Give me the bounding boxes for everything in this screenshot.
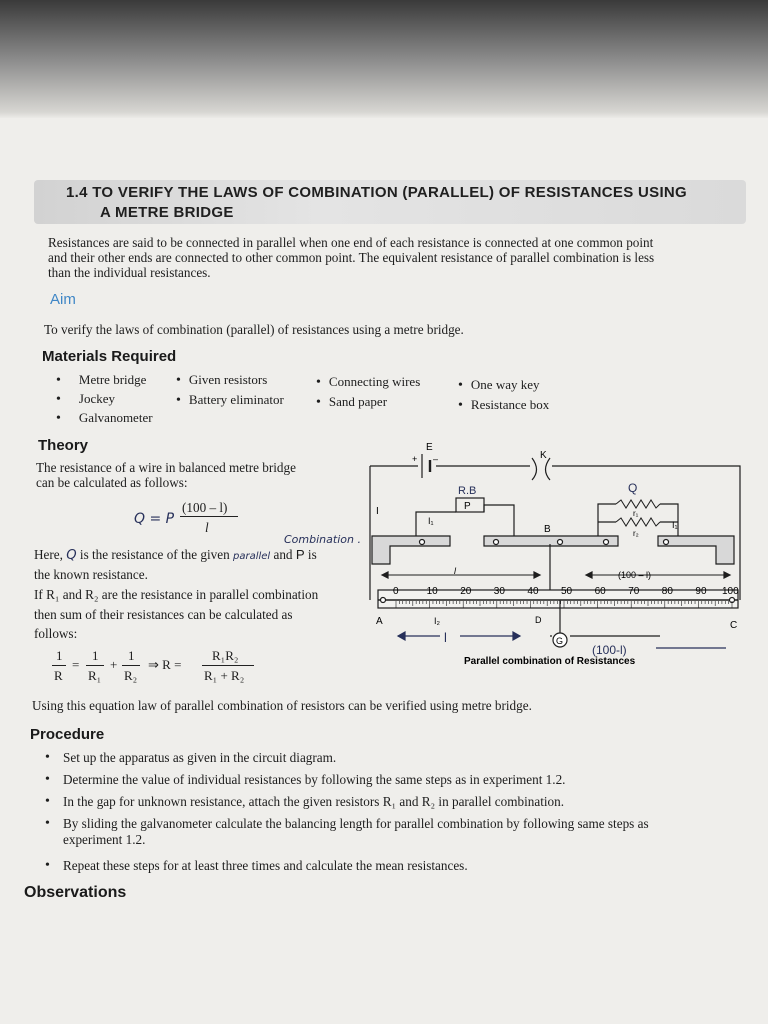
scale-label: 60 xyxy=(594,586,606,597)
theory-line1: The resistance of a wire in balanced metre bridge xyxy=(36,460,296,475)
label-D: D xyxy=(535,615,542,625)
label-I: I xyxy=(376,506,379,517)
procedure-step xyxy=(46,772,565,787)
procedure-step xyxy=(46,794,564,809)
eq-one: 1 xyxy=(92,648,99,663)
materials-heading: Materials Required xyxy=(42,348,177,365)
hand-l: l xyxy=(444,630,447,645)
label-B: B xyxy=(544,524,551,535)
procedure-step-continuation: experiment 1.2. xyxy=(63,832,146,847)
label-r2: r₂ xyxy=(633,529,639,538)
scale-label: 20 xyxy=(460,586,472,597)
procedure-step-text: • Set up the apparatus as given in the circuit diagram. xyxy=(63,750,337,765)
eq-arrow: ⇒ R = xyxy=(148,657,182,672)
here-q: Q xyxy=(66,548,77,563)
eq-numerator: R₁R₂ xyxy=(212,648,239,663)
material-item: • One way key xyxy=(458,377,540,394)
scale-label: 40 xyxy=(527,586,539,597)
eq-R1: R₁ xyxy=(88,668,102,683)
here-handwritten-parallel: parallel xyxy=(232,551,271,562)
follows-line: follows: xyxy=(34,626,78,641)
formula-lhs: Q = P xyxy=(134,511,175,527)
procedure-step-text: • By sliding the galvanometer calculate the balancing length for parallel combination by following same steps as xyxy=(63,816,649,831)
procedure-step-text: • In the gap for unknown resistance, attach the given resistors R₁ and R₂ in parallel combination. xyxy=(63,794,565,809)
eq-one: 1 xyxy=(56,648,63,663)
here-line xyxy=(34,547,317,565)
known-line: the known resistance. xyxy=(34,567,148,582)
material-item: • Given resistors xyxy=(176,372,267,389)
label-I2: I₂ xyxy=(434,616,440,626)
formula-fraction-bar xyxy=(180,516,238,517)
label-r1: r₁ xyxy=(633,509,639,518)
label-E: E xyxy=(426,442,433,453)
label-rb: R.B xyxy=(458,485,477,497)
intro-line2: and their other ends are connected to other common point. The equivalent resistance of parallel combination is less xyxy=(48,250,655,265)
here-text-d: is xyxy=(307,547,317,562)
label-A: A xyxy=(376,616,383,627)
aim-heading: Aim xyxy=(50,291,76,308)
label-I1-right: I₁ xyxy=(672,520,678,530)
procedure-step xyxy=(46,750,336,765)
resistor-r1 xyxy=(616,500,660,508)
top-shadow xyxy=(0,0,768,118)
theory-heading: Theory xyxy=(38,437,89,454)
eq-R: R xyxy=(54,668,63,683)
using-line: Using this equation law of parallel combination of resistors can be verified using metre bridge. xyxy=(32,698,532,713)
scale-label: 50 xyxy=(561,586,573,597)
scale-label: 0 xyxy=(393,586,399,597)
eq-denominator: R₁ + R₂ xyxy=(204,668,245,683)
key-symbol xyxy=(532,458,550,480)
procedure-step-text: • Repeat these steps for at least three times and calculate the mean resistances. xyxy=(63,858,468,873)
observations-heading: Observations xyxy=(24,884,127,901)
here-text-a: Here, xyxy=(34,547,63,562)
procedure-step xyxy=(46,858,468,873)
procedure-heading: Procedure xyxy=(30,726,105,743)
eq-equals: = xyxy=(72,657,80,672)
parallel-equation xyxy=(50,648,270,692)
material-item: • Galvanometer xyxy=(56,410,153,427)
section-title-line2: A METRE BRIDGE xyxy=(100,204,234,221)
if-line: If R₁ and R₂ are the resistance in parallel combination xyxy=(34,587,319,602)
material-item: • Resistance box xyxy=(458,397,549,414)
material-item: • Connecting wires xyxy=(316,374,420,391)
section-title-line1: 1.4 TO VERIFY THE LAWS OF COMBINATION (PARALLEL) OF RESISTANCES USING xyxy=(66,184,688,201)
theory-line2: can be calculated as follows: xyxy=(36,475,188,490)
label-minus: – xyxy=(433,454,439,464)
here-p: P xyxy=(295,547,305,562)
scale-label: 100 xyxy=(722,586,739,597)
label-100-minus-l: (100 – l) xyxy=(618,570,652,580)
label-K: K xyxy=(540,450,547,461)
label-l: l xyxy=(454,566,456,576)
procedure-step xyxy=(46,816,649,831)
resistor-r2 xyxy=(616,518,660,526)
scale-label: 10 xyxy=(426,586,438,597)
aim-text: To verify the laws of combination (parallel) of resistances using a metre bridge. xyxy=(44,322,464,337)
eq-bar xyxy=(86,665,104,666)
section-title xyxy=(66,183,687,223)
material-item: • Sand paper xyxy=(316,394,387,411)
label-plus: + xyxy=(412,454,418,464)
intro-line3: than the individual resistances. xyxy=(48,265,211,280)
scale-label: 30 xyxy=(493,586,505,597)
scale-label: 80 xyxy=(661,586,673,597)
label-Q: Q xyxy=(628,481,638,495)
battery-wire xyxy=(370,466,740,600)
material-item: • Metre bridge xyxy=(56,372,146,389)
eq-bar xyxy=(202,665,254,666)
label-G: G xyxy=(556,636,564,646)
scale-label: 70 xyxy=(628,586,640,597)
diagram-caption: Parallel combination of Resistances xyxy=(464,656,636,667)
here-text-c: and xyxy=(273,547,293,562)
eq-plus: + xyxy=(110,657,118,672)
handwritten-combination: Combination . xyxy=(284,533,361,546)
material-item: • Jockey xyxy=(56,391,115,408)
formula-numerator: (100 – l) xyxy=(182,500,228,515)
label-P: P xyxy=(464,501,471,512)
then-line: then sum of their resistances can be calculated as xyxy=(34,607,293,622)
eq-one: 1 xyxy=(128,648,135,663)
label-C: C xyxy=(730,620,738,631)
material-item: • Battery eliminator xyxy=(176,392,284,409)
formula-denominator: l xyxy=(205,520,209,535)
scale-label: 90 xyxy=(695,586,707,597)
eq-R2: R₂ xyxy=(124,668,138,683)
here-text-b: is the resistance of the given xyxy=(79,547,230,562)
eq-bar xyxy=(122,665,140,666)
intro-line1: Resistances are said to be connected in parallel when one end of each resistance is connected at one common point xyxy=(48,235,654,250)
procedure-step-text: • Determine the value of individual resistances by following the same steps as in experiment 1.2. xyxy=(63,772,566,787)
hand-100-minus-l: (100-l) xyxy=(592,643,627,657)
eq-bar xyxy=(52,665,66,666)
label-I1-left: I₁ xyxy=(428,516,434,526)
metre-bridge-circuit-diagram xyxy=(360,440,752,672)
